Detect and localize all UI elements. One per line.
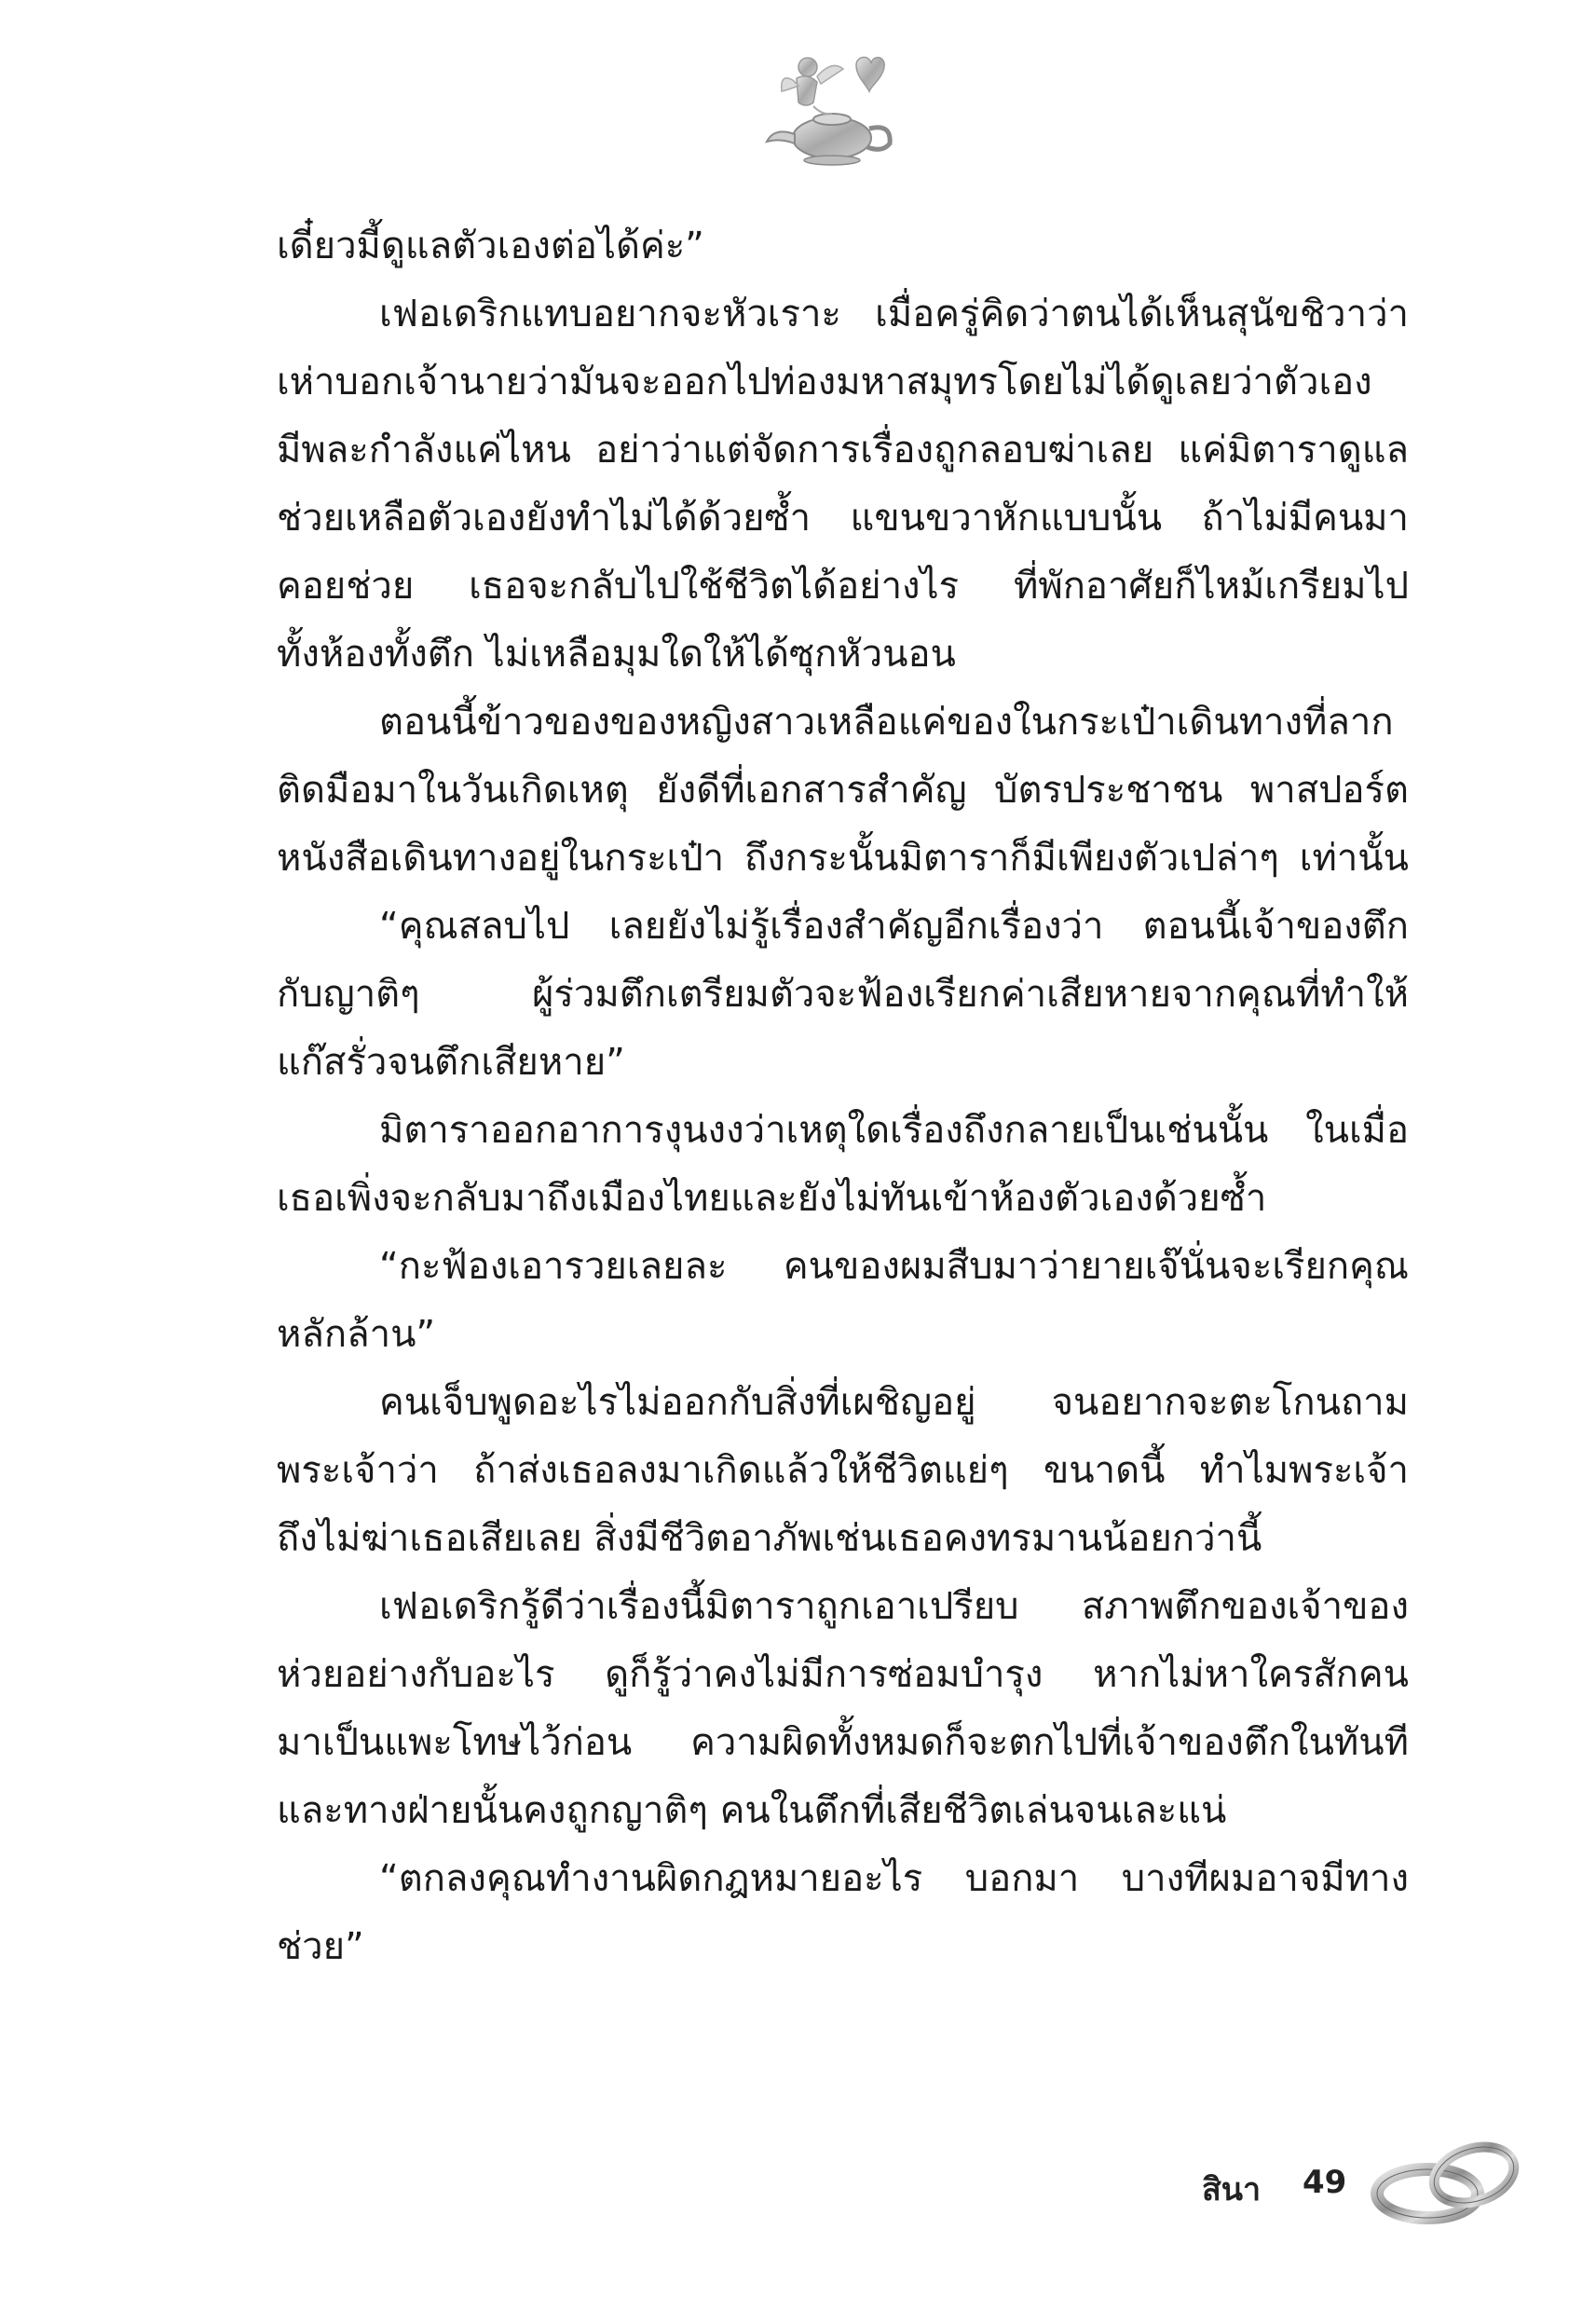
page-number: 49 bbox=[1303, 2164, 1347, 2201]
running-footer-title: สินา bbox=[1202, 2171, 1262, 2208]
paragraph bbox=[277, 893, 1409, 1097]
text-line: “คุณสลบไป เลยยังไม่รู้เรื่องสำคัญอีกเรื่องว่า ตอนนี้เจ้าของตึก bbox=[379, 905, 1409, 948]
text-line: เห่าบอกเจ้านายว่ามันจะออกไปท่องมหาสมุทรโดยไม่ได้ดูเลยว่าตัวเอง bbox=[277, 361, 1372, 403]
text-line: ติดมือมาในวันเกิดเหตุ ยังดีที่เอกสารสำคัญ บัตรประชาชน พาสปอร์ต bbox=[277, 769, 1409, 812]
text-line: มิตาราออกอาการงุนงงว่าเหตุใดเรื่องถึงกลายเป็นเช่นนั้น ในเมื่อ bbox=[379, 1109, 1409, 1152]
text-line: ห่วยอย่างกับอะไร ดูก็รู้ว่าคงไม่มีการซ่อมบำรุง หากไม่หาใครสักคน bbox=[277, 1653, 1409, 1696]
teapot-cupid-ornament-icon bbox=[759, 48, 899, 174]
text-line: ถึงไม่ฆ่าเธอเสียเลย สิ่งมีชีวิตอาภัพเช่นเธอคงทรมานน้อยกว่านี้ bbox=[277, 1517, 1262, 1560]
text-line: ตอนนี้ข้าวของของหญิงสาวเหลือแค่ของในกระเป๋าเดินทางที่ลาก bbox=[379, 701, 1394, 744]
paragraph bbox=[277, 689, 1409, 893]
text-line: หลักล้าน” bbox=[277, 1313, 436, 1356]
text-line: มาเป็นแพะโทษไว้ก่อน ความผิดทั้งหมดก็จะตกไปที่เจ้าของตึกในทันที bbox=[277, 1721, 1409, 1764]
text-line: “ตกลงคุณทำงานผิดกฎหมายอะไร บอกมา บางทีผมอาจมีทาง bbox=[379, 1857, 1409, 1900]
paragraph bbox=[277, 1369, 1409, 1573]
paragraph bbox=[277, 1097, 1409, 1233]
text-line: เฟอเดริกรู้ดีว่าเรื่องนี้มิตาราถูกเอาเปรียบ สภาพตึกของเจ้าของ bbox=[379, 1585, 1409, 1628]
text-line: “กะฟ้องเอารวยเลยละ คนของผมสืบมาว่ายายเจ๊นั่นจะเรียกคุณ bbox=[379, 1245, 1409, 1288]
text-line: ช่วย” bbox=[277, 1925, 364, 1968]
wedding-rings-icon bbox=[1370, 2136, 1523, 2229]
text-line: คนเจ็บพูดอะไรไม่ออกกับสิ่งที่เผชิญอยู่ จนอยากจะตะโกนถาม bbox=[379, 1381, 1409, 1424]
text-line: ช่วยเหลือตัวเองยังทำไม่ได้ด้วยซ้ำ แขนขวาหักแบบนั้น ถ้าไม่มีคนมา bbox=[277, 497, 1409, 540]
body-text bbox=[277, 212, 1409, 1981]
text-line: เฟอเดริกแทบอยากจะหัวเราะ เมื่อครู่คิดว่าตนได้เห็นสุนัขชิวาว่า bbox=[379, 293, 1409, 335]
paragraph bbox=[277, 280, 1409, 689]
paragraph bbox=[277, 212, 1409, 280]
text-line: และทางฝ่ายนั้นคงถูกญาติๆ คนในตึกที่เสียชีวิตเล่นจนเละแน่ bbox=[277, 1789, 1227, 1832]
text-line: ทั้งห้องทั้งตึก ไม่เหลือมุมใดให้ได้ซุกหัวนอน bbox=[277, 633, 956, 676]
text-line: แก๊สรั่วจนตึกเสียหาย” bbox=[277, 1041, 625, 1084]
paragraph bbox=[277, 1845, 1409, 1981]
paragraph bbox=[277, 1573, 1409, 1845]
paragraph bbox=[277, 1233, 1409, 1369]
text-line: พระเจ้าว่า ถ้าส่งเธอลงมาเกิดแล้วให้ชีวิตแย่ๆ ขนาดนี้ ทำไมพระเจ้า bbox=[277, 1449, 1409, 1492]
text-line: มีพละกำลังแค่ไหน อย่าว่าแต่จัดการเรื่องถูกลอบฆ่าเลย แค่มิตาราดูแล bbox=[277, 429, 1409, 472]
text-line: หนังสือเดินทางอยู่ในกระเป๋า ถึงกระนั้นมิตาราก็มีเพียงตัวเปล่าๆ เท่านั้น bbox=[277, 837, 1409, 880]
text-line: เธอเพิ่งจะกลับมาถึงเมืองไทยและยังไม่ทันเข้าห้องตัวเองด้วยซ้ำ bbox=[277, 1177, 1267, 1220]
text-line: เดี๋ยวมี้ดูแลตัวเองต่อได้ค่ะ” bbox=[277, 225, 704, 267]
text-line: คอยช่วย เธอจะกลับไปใช้ชีวิตได้อย่างไร ที่พักอาศัยก็ไหม้เกรียมไป bbox=[277, 565, 1409, 608]
text-line: กับญาติๆ ผู้ร่วมตึกเตรียมตัวจะฟ้องเรียกค่าเสียหายจากคุณที่ทำให้ bbox=[277, 973, 1409, 1016]
